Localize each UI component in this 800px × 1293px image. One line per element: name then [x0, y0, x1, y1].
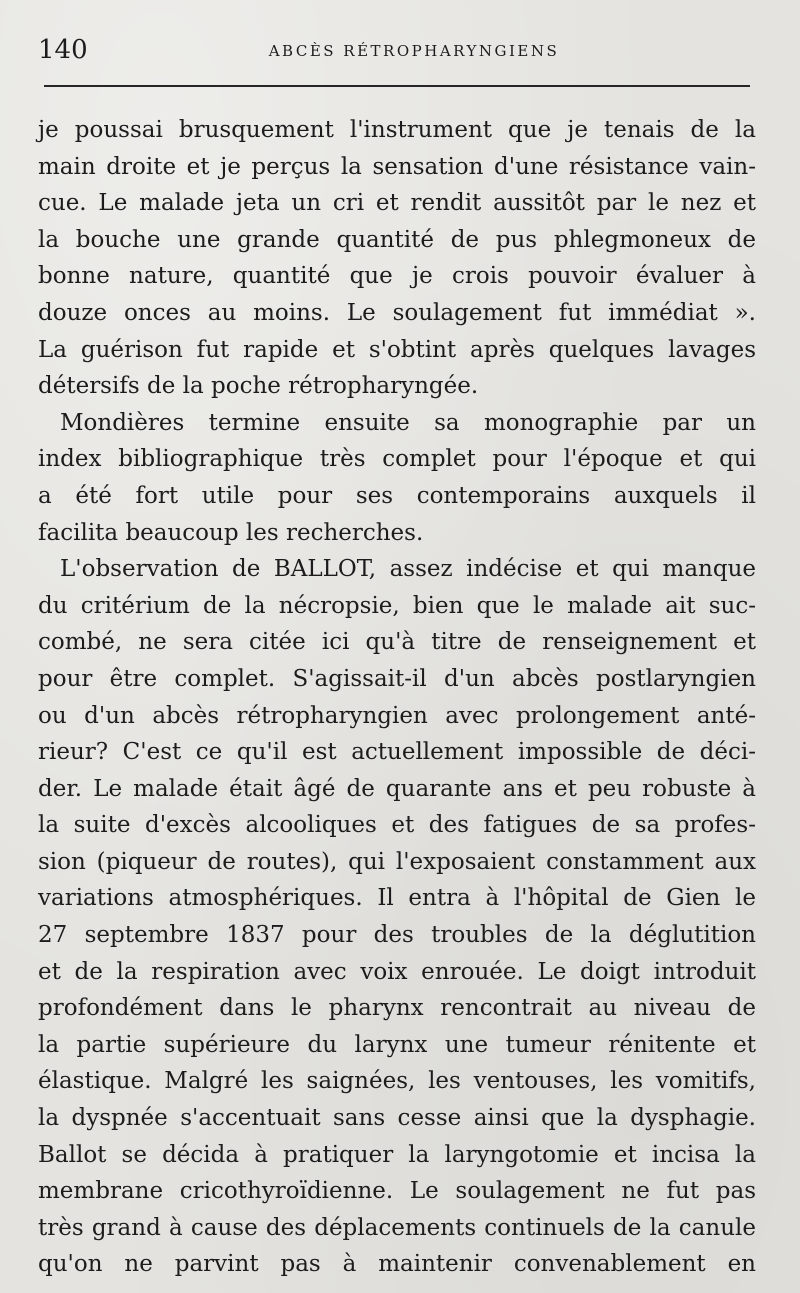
text-line: index bibliographique très complet pour l'époque et qui [38, 446, 756, 473]
text-line: qu'on ne parvint pas à maintenir convenablement en [38, 1251, 756, 1278]
text-line: main droite et je perçus la sensation d'une résistance vain- [38, 153, 756, 180]
text-line: variations atmosphériques. Il entra à l'hôpital de Gien le [38, 885, 756, 912]
running-title: ABCÈS RÉTROPHARYNGIENS [268, 42, 560, 60]
text-line: combé, ne sera citée ici qu'à titre de renseignement et [38, 629, 756, 656]
text-line: facilita beaucoup les recherches. [38, 519, 424, 546]
text-line: Mondières termine ensuite sa monographie par un [60, 409, 756, 436]
text-line: la dyspnée s'accentuait sans cesse ainsi que la dysphagie. [38, 1105, 756, 1132]
text-line: rieur? C'est ce qu'il est actuellement impossible de déci- [38, 739, 756, 766]
text-line: profondément dans le pharynx rencontrait au niveau de [38, 995, 756, 1022]
text-line: je poussai brusquement l'instrument que je tenais de la [38, 117, 756, 143]
body-text [38, 112, 756, 1283]
text-line: sion (piqueur de routes), qui l'exposaient constamment aux [38, 848, 756, 875]
text-line: cue. Le malade jeta un cri et rendit aussitôt par le nez et [38, 190, 756, 217]
text-line: la suite d'excès alcooliques et des fatigues de sa profes- [38, 812, 756, 839]
text-line: du critérium de la nécropsie, bien que le malade ait suc- [38, 592, 756, 619]
header-rule [44, 85, 750, 87]
text-line: Ballot se décida à pratiquer la laryngotomie et incisa la [38, 1141, 756, 1168]
text-line: et de la respiration avec voix enrouée. Le doigt introduit [38, 958, 756, 985]
text-line: L'observation de BALLOT, assez indécise et qui manque [60, 556, 756, 583]
text-line: douze onces au moins. Le soulagement fut immédiat ». [38, 299, 756, 326]
page-header [38, 34, 750, 68]
text-line: membrane cricothyroïdienne. Le soulagement ne fut pas [38, 1178, 756, 1205]
text-line: La guérison fut rapide et s'obtint après quelques lavages [38, 336, 756, 363]
text-line: ou d'un abcès rétropharyngien avec prolongement anté- [38, 702, 756, 729]
text-line: très grand à cause des déplacements continuels de la canule [38, 1214, 756, 1241]
text-line: a été fort utile pour ses contemporains auxquels il [38, 482, 756, 509]
text-line: 27 septembre 1837 pour des troubles de la déglutition [38, 922, 756, 949]
text-line: la partie supérieure du larynx une tumeur rénitente et [38, 1031, 756, 1058]
text-line: détersifs de la poche rétropharyngée. [38, 373, 479, 400]
page-number: 140 [38, 35, 88, 65]
text-line: bonne nature, quantité que je crois pouvoir évaluer à [38, 263, 756, 290]
text-line: la bouche une grande quantité de pus phlegmoneux de [38, 226, 756, 253]
text-line: pour être complet. S'agissait-il d'un abcès postlaryngien [38, 665, 756, 692]
text-line: der. Le malade était âgé de quarante ans et peu robuste à [38, 775, 756, 802]
text-line: élastique. Malgré les saignées, les ventouses, les vomitifs, [38, 1068, 756, 1095]
